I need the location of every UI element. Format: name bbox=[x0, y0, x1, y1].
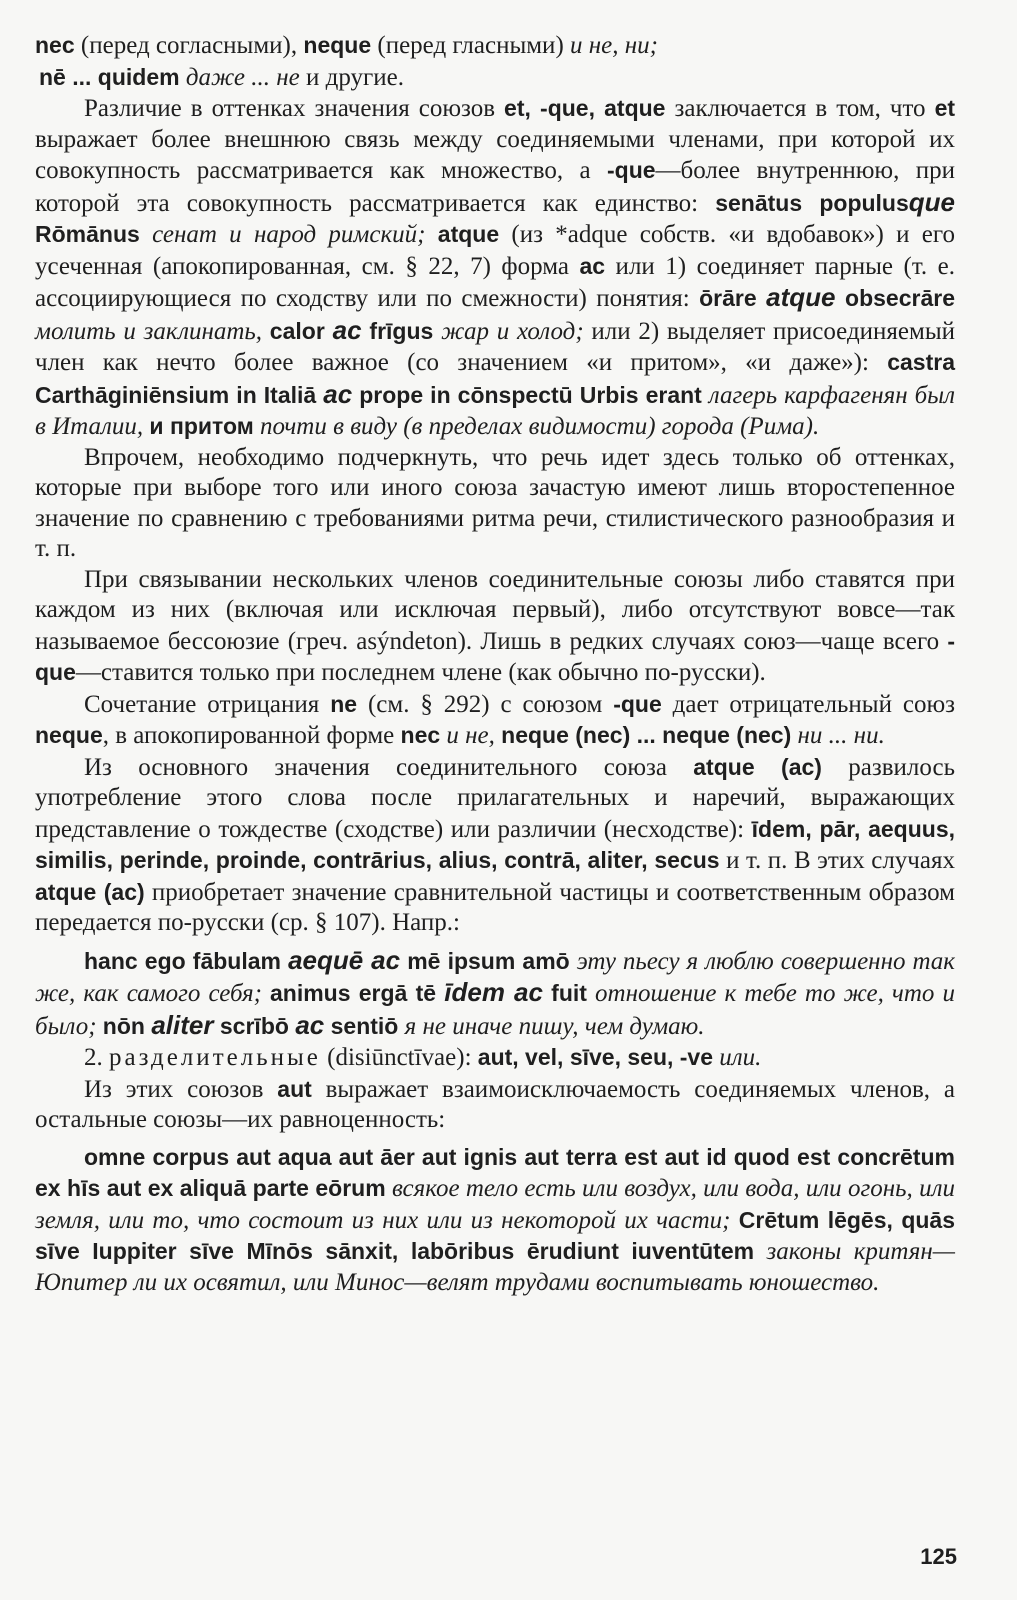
text-run: Из этих союзов bbox=[84, 1075, 278, 1103]
page-number: 125 bbox=[920, 1544, 957, 1569]
translation: ни ... ни. bbox=[797, 722, 885, 749]
latin-example: hanc ego fābulam bbox=[84, 947, 289, 974]
text-run bbox=[587, 980, 595, 1007]
latin-term: -que bbox=[613, 690, 662, 717]
latin-emphasis: īdem ac bbox=[444, 977, 543, 1007]
translation: всякое тело есть или воздух, или вода, или огонь, или земля, или то, что состоит из них или из некоторой их части; bbox=[35, 1175, 955, 1234]
latin-term: -que bbox=[35, 627, 955, 685]
text-run bbox=[426, 221, 438, 248]
latin-emphasis: atque bbox=[766, 282, 836, 312]
paragraph-negation bbox=[35, 689, 955, 752]
latin-term: neque bbox=[35, 722, 103, 748]
text-run bbox=[570, 948, 577, 975]
latin-example: scrībō bbox=[213, 1012, 296, 1039]
text-run: Из основного значения соединительного союза bbox=[84, 753, 694, 781]
latin-example: castra Carthāginiēnsium in Italiā bbox=[35, 349, 955, 408]
paragraph-disjunctive bbox=[35, 1042, 955, 1074]
text-run: Впрочем, необходимо подчеркнуть, что речь идет здесь только об оттенках, которые при выборе того или иного союза зачастую имеют лишь второстепенное значение по сравнению с требованиями ритма речи, стилистического разнообразия и т. п. bbox=[35, 443, 955, 562]
latin-example: fuit bbox=[542, 980, 587, 1006]
text-run: выражает взаимоисключаемость соединяемых членов, а остальные союзы—их равноценность: bbox=[35, 1075, 955, 1133]
text-run: и т. п. В этих случаях bbox=[719, 847, 955, 874]
text-run bbox=[754, 1238, 766, 1265]
text-run bbox=[433, 318, 441, 345]
text-run bbox=[731, 1207, 739, 1234]
translation: отношение к тебе то же, что и было; bbox=[35, 980, 956, 1040]
example-block-disjunctive bbox=[35, 1142, 955, 1299]
latin-term: -que bbox=[606, 157, 656, 183]
text-run: дает отрицательный союз bbox=[661, 690, 956, 718]
translation: законы критян—Юпитер ли их освятил, или Минос—велят трудами воспитывать юношество. bbox=[35, 1238, 956, 1296]
text-run bbox=[262, 318, 270, 345]
latin-example: mē ipsum amō bbox=[400, 947, 570, 974]
latin-term: nec bbox=[400, 722, 441, 748]
text-run: или 1) соединяет парные (т. е. ассоциирующиеся по сходству или по смежности) понятия: bbox=[35, 252, 955, 312]
translation: молить и заклинать, bbox=[35, 317, 263, 345]
example-block-comparison bbox=[35, 945, 955, 1043]
latin-term: nec bbox=[35, 32, 75, 58]
text-run: развилось употребление этого слова после прилагательных и наречий, выражающих представление о тождестве (сходстве) или различии (несходстве): bbox=[35, 753, 955, 843]
translation: сенат и народ римский; bbox=[152, 221, 426, 248]
latin-term: aut bbox=[277, 1075, 312, 1102]
translation: даже ... не bbox=[185, 63, 300, 91]
latin-term: neque bbox=[303, 32, 372, 58]
translation: эту пьесу я люблю совершенно так же, как самого себя; bbox=[35, 947, 955, 1007]
latin-term: et bbox=[934, 95, 956, 121]
latin-example: Crētum lēgēs, quās sīve Iuppiter sīve Mīnōs sānxit, labōribus ērudiunt iuventūtem bbox=[35, 1206, 955, 1264]
latin-example: omne corpus aut aqua aut āer aut ignis aut terra est aut id quod est concrētum ex hīs aut ex aliquā parte eōrum bbox=[35, 1143, 955, 1201]
text-run: , в апокопированной форме bbox=[102, 722, 401, 749]
latin-emphasis: que bbox=[908, 186, 956, 217]
latin-term: et, -que, atque bbox=[504, 95, 666, 121]
latin-example: senātus populus bbox=[715, 189, 909, 216]
translation: и не, bbox=[446, 722, 495, 749]
paragraph-comparison bbox=[35, 752, 955, 939]
latin-emphasis: aequē ac bbox=[288, 944, 401, 975]
paragraph-nuances bbox=[35, 93, 955, 443]
text-run: заключается в том, что bbox=[665, 95, 935, 122]
latin-term: atque (ac) bbox=[693, 753, 822, 780]
latin-term: ne bbox=[330, 690, 358, 717]
latin-emphasis: ac bbox=[295, 1009, 325, 1040]
conjunction-list bbox=[35, 30, 955, 93]
text-run: 2. bbox=[84, 1044, 109, 1071]
spaced-term: разделительные bbox=[109, 1044, 321, 1071]
latin-term: ac bbox=[579, 252, 606, 279]
latin-emphasis: ac bbox=[332, 314, 362, 345]
translation: и не, ни; bbox=[570, 32, 658, 59]
text-run: (перед согласными), bbox=[74, 32, 304, 59]
text-run bbox=[140, 221, 152, 248]
text-run bbox=[702, 382, 709, 409]
translation: или. bbox=[719, 1044, 762, 1071]
text-run: (перед гласными) bbox=[371, 32, 571, 59]
latin-example: ōrāre bbox=[699, 285, 767, 311]
text-run bbox=[262, 980, 270, 1007]
text-run: выражает более внешнюю связь между соединяемыми членами, при которой их совокупность рассматривается как множество, а bbox=[35, 125, 955, 184]
bold-phrase: и притом bbox=[149, 413, 254, 439]
latin-emphasis: ac bbox=[323, 378, 353, 409]
paragraph-asyndeton bbox=[35, 565, 955, 689]
paragraph-caveat bbox=[35, 443, 955, 565]
text-run: (disiūnctīvae): bbox=[320, 1044, 478, 1071]
translation: лагерь карфагенян был в Италии, bbox=[35, 381, 956, 440]
text-run: приобретает значение сравнительной частицы и соответственным образом передается по-русски (ср. § 107). Напр.: bbox=[35, 878, 955, 936]
text-run: и другие. bbox=[299, 63, 404, 91]
text-run: (см. § 292) с союзом bbox=[357, 690, 614, 718]
latin-term-list: īdem, pār, aequus, similis, perinde, proinde, contrārius, alius, contrā, aliter, secus bbox=[35, 815, 956, 873]
latin-term: nē ... quidem bbox=[39, 63, 180, 90]
latin-example: obsecrāre bbox=[835, 285, 955, 311]
translation: жар и холод; bbox=[441, 317, 584, 345]
latin-term: atque (ac) bbox=[35, 878, 145, 905]
paragraph-aut bbox=[35, 1074, 955, 1136]
text-run: —ставится только при последнем члене (как обычно по-русски). bbox=[75, 659, 766, 686]
text-run: Различие в оттенках значения союзов bbox=[84, 95, 505, 122]
text-run: При связывании нескольких членов соединительные союзы либо ставятся при каждом из них (включая или исключая первый), либо отсутствуют вовсе—так называемое бессоюзие (греч. asýndeton). Лишь в редких случаях союз—чаще всего bbox=[35, 565, 955, 655]
text-run: Сочетание отрицания bbox=[84, 690, 331, 718]
latin-example: sentiō bbox=[324, 1012, 399, 1039]
text-run: —более внутреннюю, при которой эта совокупность рассматривается как единство: bbox=[35, 157, 955, 217]
latin-example: frīgus bbox=[361, 317, 434, 344]
translation: почти в виду (в пределах видимости) города (Рима). bbox=[260, 413, 820, 440]
translation: я не иначе пишу, чем думаю. bbox=[404, 1012, 705, 1040]
latin-term-list: aut, vel, sīve, seu, -ve bbox=[477, 1044, 714, 1070]
latin-example: animus ergā tē bbox=[270, 980, 445, 1006]
latin-example: nōn bbox=[102, 1012, 152, 1039]
latin-example: prope in cōnspectū Urbis erant bbox=[352, 381, 702, 408]
text-run: или 2) выделяет присоединяемый член как нечто более важное (со значением «и притом», «и даже»): bbox=[35, 317, 956, 376]
latin-term: neque (nec) ... neque (nec) bbox=[501, 722, 792, 748]
latin-example: calor bbox=[269, 317, 333, 344]
latin-example: Rōmānus bbox=[35, 221, 140, 247]
latin-term: atque bbox=[437, 221, 500, 247]
text-run: (из *adque собств. «и вдобавок») и его усеченная (апокопированная, см. § 22, 7) форма bbox=[35, 221, 956, 280]
latin-emphasis: aliter bbox=[151, 1009, 214, 1040]
